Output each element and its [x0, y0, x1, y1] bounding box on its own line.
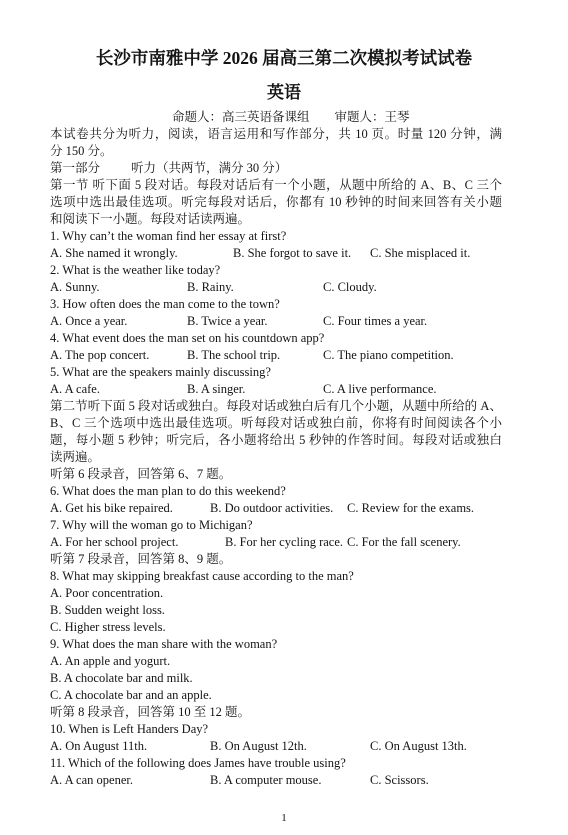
- option-a: A. A cafe.: [50, 381, 100, 396]
- option-c: C. Scissors.: [370, 772, 429, 787]
- recording-intro: 听第 8 段录音，回答第 10 至 12 题。: [50, 704, 251, 719]
- question-options: [50, 245, 502, 262]
- option-b: B. Twice a year.: [187, 313, 268, 328]
- option-a: A. Once a year.: [50, 313, 128, 328]
- page-number: 1: [281, 812, 287, 824]
- recording-intro: 听第 7 段录音，回答第 8、9 题。: [50, 551, 232, 566]
- question-options: [50, 347, 502, 364]
- question-stem: 11. Which of the following does James have trouble using?: [50, 755, 346, 770]
- reviewer-credit: 审题人：王琴: [334, 109, 410, 124]
- option-a: A. On August 11th.: [50, 738, 148, 753]
- option-b: B. Do outdoor activities.: [210, 500, 334, 515]
- option-a: A. Get his bike repaired.: [50, 500, 173, 515]
- option-c: C. A chocolate bar and an apple.: [50, 687, 212, 702]
- option-b: B. For her cycling race.: [225, 534, 344, 549]
- option-a: A. Sunny.: [50, 279, 100, 294]
- question-stem: 8. What may skipping breakfast cause according to the man?: [50, 568, 354, 583]
- part-label: 第一部分: [50, 160, 101, 175]
- option-c: C. Four times a year.: [323, 313, 428, 328]
- option-b: B. On August 12th.: [210, 738, 307, 753]
- question-options: [50, 381, 502, 398]
- question-stem: 7. Why will the woman go to Michigan?: [50, 517, 253, 532]
- question-stem: 2. What is the weather like today?: [50, 262, 221, 277]
- option-a: A. Poor concentration.: [50, 585, 164, 600]
- recording-intro: 听第 6 段录音，回答第 6、7 题。: [50, 466, 232, 481]
- question-stem: 5. What are the speakers mainly discussing?: [50, 364, 271, 379]
- option-a: A. The pop concert.: [50, 347, 150, 362]
- section2-instructions-line: 第二节听下面 5 段对话或独白。每段对话或独白后有几个小题，从题中所给的 A、: [50, 398, 502, 413]
- section2-instructions-line: 题，每小题 5 秒钟；听完后，各小题将给出 5 秒钟的作答时间。每段对话或独白: [50, 432, 502, 447]
- option-c: C. She misplaced it.: [370, 245, 471, 260]
- section1-instructions-line: 和阅读下一小题。每段对话读两遍。: [50, 211, 251, 226]
- section1-instructions-line: 第一节 听下面 5 段对话。每段对话后有一个小题，从题中所给的 A、B、C 三个: [50, 177, 502, 192]
- section2-instructions-line: B、C 三个选项中选出最佳选项。听每段对话或独白前，你将有时间阅读各个小: [50, 415, 502, 430]
- question-options: [50, 279, 502, 296]
- option-c: C. Review for the exams.: [347, 500, 475, 515]
- question-stem: 1. Why can’t the woman find her essay at first?: [50, 228, 287, 243]
- option-c: C. Cloudy.: [323, 279, 377, 294]
- option-c: C. On August 13th.: [370, 738, 467, 753]
- section1-instructions-line: 选项中选出最佳选项。听完每段对话后，你都有 10 秒钟的时间来回答有关小题: [50, 194, 502, 209]
- exam-body: [50, 109, 502, 789]
- option-c: C. Higher stress levels.: [50, 619, 166, 634]
- question-stem: 4. What event does the man set on his countdown app?: [50, 330, 325, 345]
- option-a: A. For her school project.: [50, 534, 179, 549]
- question-stem: 6. What does the man plan to do this weekend?: [50, 483, 286, 498]
- question-options: [50, 534, 502, 551]
- setter-credit: 命题人：高三英语备课组: [172, 109, 310, 124]
- section2-instructions-line: 读两遍。: [50, 449, 101, 464]
- option-b: B. She forgot to save it.: [233, 245, 352, 260]
- question-options: [50, 738, 502, 755]
- question-options: [50, 313, 502, 330]
- option-b: B. A singer.: [187, 381, 246, 396]
- part-title: 听力（共两节，满分 30 分）: [131, 160, 288, 175]
- option-c: C. A live performance.: [323, 381, 437, 396]
- intro-line: 本试卷共分为听力，阅读，语言运用和写作部分，共 10 页。时量 120 分钟，满: [50, 126, 502, 141]
- option-a: A. She named it wrongly.: [50, 245, 178, 260]
- question-options: [50, 500, 502, 517]
- intro-line: 分 150 分。: [50, 143, 113, 158]
- option-a: A. An apple and yogurt.: [50, 653, 171, 668]
- option-c: C. The piano competition.: [323, 347, 454, 362]
- option-b: B. Sudden weight loss.: [50, 602, 165, 617]
- option-b: B. A chocolate bar and milk.: [50, 670, 193, 685]
- part-heading: [50, 160, 502, 177]
- question-options: [50, 772, 502, 789]
- question-stem: 9. What does the man share with the woman?: [50, 636, 278, 651]
- option-c: C. For the fall scenery.: [347, 534, 461, 549]
- subject-heading: 英语: [267, 83, 301, 102]
- option-a: A. A can opener.: [50, 772, 133, 787]
- option-b: B. A computer mouse.: [210, 772, 322, 787]
- credits-line: [50, 109, 502, 126]
- option-b: B. Rainy.: [187, 279, 234, 294]
- exam-title: 长沙市南雅中学 2026 届高三第二次模拟考试试卷: [95, 48, 473, 68]
- question-stem: 3. How often does the man come to the town?: [50, 296, 280, 311]
- question-stem: 10. When is Left Handers Day?: [50, 721, 209, 736]
- option-b: B. The school trip.: [187, 347, 281, 362]
